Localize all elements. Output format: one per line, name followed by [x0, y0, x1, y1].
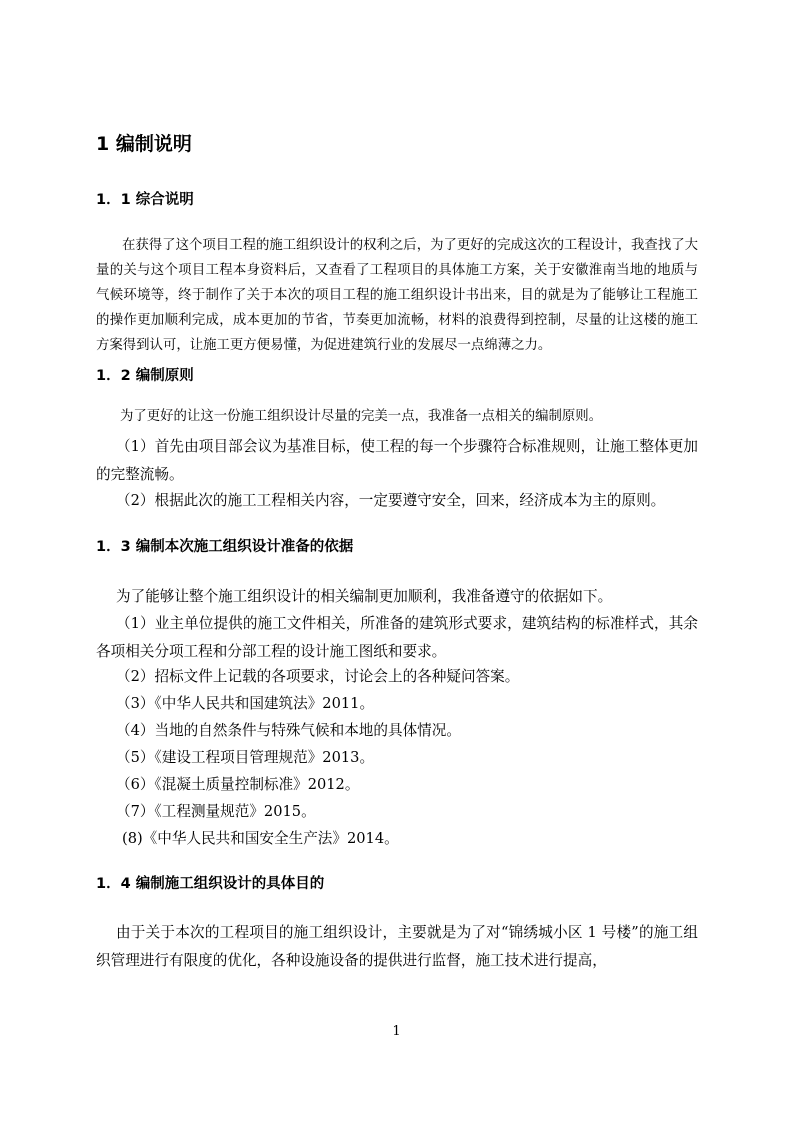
section-heading-1-1: 1．1 综合说明 [96, 192, 194, 208]
section-1-3-item-2: （2）招标文件上记载的各项要求，讨论会上的各种疑问答案。 [116, 668, 520, 685]
section-1-3-item-8: (8)《中华人民共和国安全生产法》2014。 [122, 830, 399, 847]
section-1-2-item-1: （1）首先由项目部会议为基准目标，使工程的每一个步骤符合标准规则，让施工整体更加的完整流畅。 [96, 438, 698, 483]
section-1-1-body: 在获得了这个项目工程的施工组织设计的权利之后，为了更好的完成这次的工程设计，我查找了大量的关与这个项目工程本身资料后，又查看了工程项目的具体施工方案，关于安徽淮南当地的地质与气候环境等，终于制作了关于本次的项目工程的施工组织设计书出来，目的就是为了能够让工程施工的操作更加顺利完成，成本更加的节省，节奏更加流畅，材料的浪费得到控制，尽量的让这楼的施工方案得到认可，让施工更方便易懂，为促进建筑行业的发展尽一点绵薄之力。 [96, 238, 698, 353]
section-1-3-item-1: （1）业主单位提供的施工文件相关，所准备的建筑形式要求，建筑结构的标准样式，其余各项相关分项工程和分部工程的设计施工图纸和要求。 [96, 615, 698, 660]
section-1-3-intro: 为了能够让整个施工组织设计的相关编制更加顺利，我准备遵守的依据如下。 [116, 588, 613, 605]
section-1-2-item-2: （2）根据此次的施工工程相关内容，一定要遵守安全，回来，经济成本为主的原则。 [116, 492, 666, 509]
section-1-3-item-4: （4）当地的自然条件与特殊气候和本地的具体情况。 [116, 722, 461, 739]
section-heading-1-3: 1．3 编制本次施工组织设计准备的依据 [96, 539, 354, 555]
section-heading-1-2: 1．2 编制原则 [96, 368, 194, 384]
section-1-3-item-6: （6）《混凝土质量控制标准》2012。 [116, 776, 360, 793]
section-heading-1-4: 1．4 编制施工组织设计的具体目的 [96, 876, 325, 892]
page-number: 1 [392, 1024, 401, 1039]
section-1-3-item-3: （3）《中华人民共和国建筑法》2011。 [116, 695, 375, 712]
section-1-3-item-7: （7）《工程测量规范》2015。 [116, 803, 316, 820]
chapter-title: 1 编制说明 [96, 133, 192, 155]
section-1-2-intro: 为了更好的让这一份施工组织设计尽量的完美一点，我准备一点相关的编制原则。 [120, 409, 603, 424]
section-1-4-body: 由于关于本次的工程项目的施工组织设计，主要就是为了对“锦绣城小区 1 号楼”的施工组织管理进行有限度的优化，各种设施设备的提供进行监督，施工技术进行提高， [96, 924, 698, 969]
section-1-3-item-5: （5）《建设工程项目管理规范》2013。 [116, 749, 375, 766]
